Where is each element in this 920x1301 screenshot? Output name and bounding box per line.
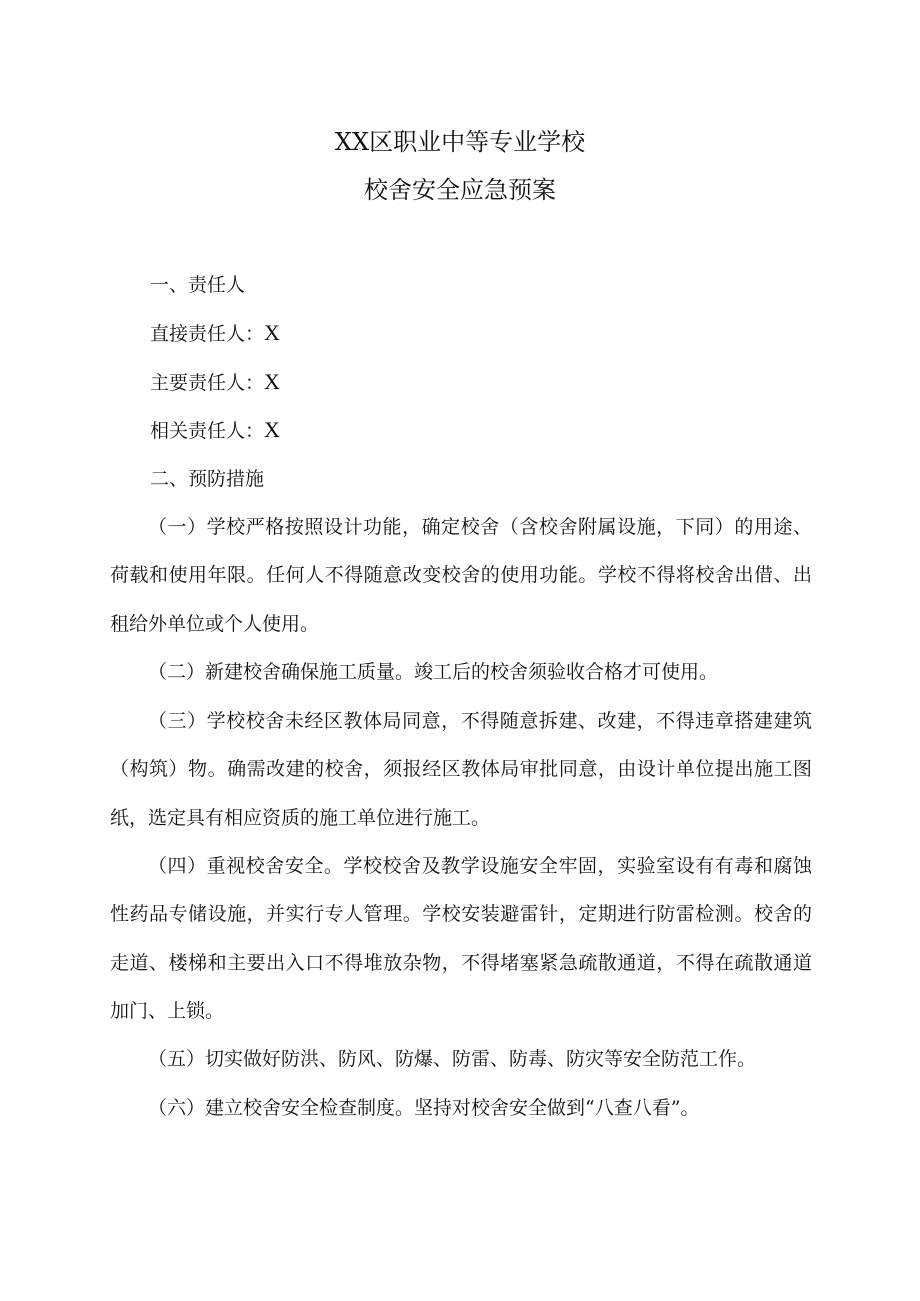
direct-responsible-value: X xyxy=(264,320,280,345)
paragraph-3: （三）学校校舍未经区教体局同意，不得随意拆建、改建，不得违章搭建建筑（构筑）物。确需改建的校舍，须报经区教体局审批同意，由设计单位提出施工图纸，选定具有相应资质的施工单位进行施工。 xyxy=(110,710,812,829)
section-heading-responsible-persons: 一、责任人 xyxy=(150,274,246,296)
section-heading-prevention-measures: 二、预防措施 xyxy=(150,468,265,490)
paragraph-6: （六）建立校舍安全检查制度。坚持对校舍安全做到“八查八看”。 xyxy=(148,1097,700,1119)
paragraph-5: （五）切实做好防洪、防风、防爆、防雷、防毒、防灾等安全防范工作。 xyxy=(148,1048,757,1070)
main-responsible-person xyxy=(150,369,280,396)
direct-responsible-person xyxy=(150,320,280,347)
related-responsible-label: 相关责任人： xyxy=(150,420,265,442)
paragraph-4: （四）重视校舍安全。学校校舍及教学设施安全牢固，实验室设有有毒和腐蚀性药品专储设施，并实行专人管理。学校安装避雷针，定期进行防雷检测。校舍的走道、楼梯和主要出入口不得堆放杂物，不得堵塞紧急疏散通道，不得在疏散通道加门、上锁。 xyxy=(110,855,812,1022)
main-responsible-label: 主要责任人： xyxy=(150,372,265,394)
related-responsible-value: X xyxy=(264,417,280,442)
related-responsible-person xyxy=(150,417,280,444)
paragraph-2: （二）新建校舍确保施工质量。竣工后的校舍须验收合格才可使用。 xyxy=(148,661,719,683)
document-title-line1: XX区职业中等专业学校 xyxy=(334,128,586,156)
document-title-line2: 校舍安全应急预案 xyxy=(364,176,556,204)
paragraph-1: （一）学校严格按照设计功能，确定校舍（含校舍附属设施，下同）的用途、荷载和使用年限。任何人不得随意改变校舍的使用功能。学校不得将校舍出借、出租给外单位或个人使用。 xyxy=(110,516,812,635)
main-responsible-value: X xyxy=(264,369,280,394)
direct-responsible-label: 直接责任人： xyxy=(150,323,265,345)
